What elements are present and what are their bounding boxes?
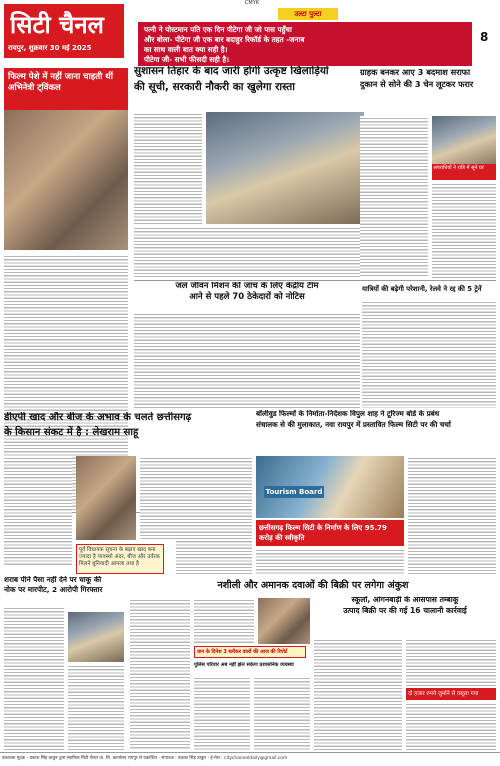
schools-body-a bbox=[314, 638, 402, 750]
sharab-headline-line1: शराब पीने पैसा नहीं देने पर चाकू की bbox=[4, 576, 102, 584]
schools-photo-caption: दो हजार रुपये जुर्माने से वसूला गया bbox=[406, 688, 496, 700]
dap-body-left bbox=[4, 456, 72, 566]
joke-line: का साथ वाली बात क्या सही है। bbox=[144, 45, 228, 54]
bollywood-photo-banner: Tourism Board bbox=[265, 488, 323, 496]
jal-jeevan-body bbox=[134, 312, 360, 408]
joke-box bbox=[138, 22, 472, 66]
drugs-body-c bbox=[194, 676, 250, 750]
dap-portrait bbox=[76, 456, 136, 540]
drugs-inset-caption: पुलिस परिवार अब नहीं झेल सकेगा प्रशासनिक व्यवस्था bbox=[194, 662, 294, 668]
dap-headline bbox=[4, 412, 254, 452]
jal-jeevan-line1: जल जीवन मिशन की जांच के लिए केंद्रीय टीम bbox=[175, 282, 319, 291]
joke-line: पत्नी ने पोस्टमान पति एक दिन पीटेगा जी जो पास पहुँचा bbox=[144, 25, 292, 34]
top-tag: उल्टा पुल्टा bbox=[278, 8, 338, 20]
schools-body-c bbox=[406, 702, 496, 750]
cm-leader-box: धान के दिनेश 3 ब्लॉकर वालों की आज की रिपोर्ट bbox=[194, 646, 306, 658]
bollywood-headline-line2: संचालक से की मुलाकात, नवा रायपुर में प्रस्तावित फिल्म सिटी पर की चर्चा bbox=[256, 419, 451, 429]
sharab-headline-line2: नोक पर मारपीट, 2 आरोपी गिरफ्तार bbox=[4, 585, 103, 595]
jewellery-photo-caption: अपराधियों ने रात्रि में सूने घर bbox=[432, 164, 496, 180]
jal-jeevan-headline bbox=[134, 282, 360, 310]
jewellery-headline bbox=[360, 68, 496, 114]
drugs-body-a bbox=[130, 598, 190, 750]
sushasan-headline-line1: सुशासन तिहार के बाद जारी होगी उत्कृष्ट खिलाड़ियों bbox=[134, 66, 329, 77]
dap-headline-line1: डीएपी खाद और बीज के अभाव के चलते छत्तीसगढ़ bbox=[4, 412, 192, 423]
flag-label: CMYK bbox=[244, 0, 260, 6]
railway-headline: यात्रियों की बढ़ेगी परेशानी, रेलवे ने रद्द की 5 ट्रेनें bbox=[362, 285, 482, 293]
jewellery-body-b bbox=[432, 182, 496, 278]
page-number: 8 bbox=[480, 30, 489, 44]
sushasan-body-left bbox=[134, 112, 202, 224]
sharab-body-b bbox=[68, 664, 124, 750]
twinkle-title: फिल्म पेशे में नहीं जाना चाहती थीं अभिनेत्री ट्विंकल bbox=[8, 72, 113, 93]
sharab-headline bbox=[4, 576, 124, 604]
masthead-brand: सिटी चैनल bbox=[10, 10, 104, 39]
joke-line: पीटेगा जी- सभी फीसदी सही है। bbox=[144, 55, 229, 64]
schools-headline-line1: स्कूलों, आंगनबाड़ी के आसपास तम्बाकू bbox=[351, 596, 459, 604]
drugs-photo bbox=[258, 598, 310, 644]
bollywood-headline-line1: बॉलीवुड फिल्मों के निर्माता-निर्देशक विपुल शाह ने टूरिज्म बोर्ड के प्रबंध bbox=[256, 410, 440, 418]
drugs-body-d bbox=[254, 676, 310, 750]
drugs-body-b bbox=[194, 598, 254, 644]
dap-quote: पूर्व विधायक सूचना के बढ़ाए खाद बना ज्यादा है व्यवस्थो अंदर, बीज और उर्वरक मिलने बुनियादी आपला तथा है bbox=[76, 544, 164, 574]
jewellery-photo bbox=[432, 116, 496, 170]
footer-text: प्रकाशक मुद्रक - प्रकाश सिंह ठाकुर द्वारा स्वामित्व सिटी चैनल प्रा. लि. कार्यालय रायपुर से प्रकाशित - संपादक : प्रकाश सिंह ठाकुर - ई-मेल : citychanneldaily@gmail.com bbox=[2, 756, 288, 761]
jewellery-headline-line2: दुकान से सोने की 3 चेन लूटकर फरार bbox=[360, 79, 474, 90]
dap-headline-line2: के किसान संकट में है : लेखराम साहू bbox=[4, 427, 139, 438]
bollywood-body-right bbox=[408, 456, 496, 574]
schools-headline bbox=[314, 596, 496, 636]
sushasan-photo bbox=[206, 112, 364, 224]
divider bbox=[134, 280, 496, 281]
jewellery-body-a bbox=[360, 116, 428, 278]
sushasan-headline bbox=[134, 66, 364, 110]
railway-body bbox=[362, 300, 496, 408]
sharab-body-a bbox=[4, 606, 64, 750]
schools-headline-line2: उत्पाद बिक्री पर की गई 16 चालानी कार्रवाई bbox=[343, 606, 467, 616]
sharab-photo bbox=[68, 612, 124, 662]
bollywood-headline bbox=[256, 410, 496, 454]
jewellery-headline-line1: ग्राहक बनकर आए 3 बदमाश सराफा bbox=[360, 68, 471, 77]
masthead-dateline: रायपुर, शुक्रवार 30 मई 2025 bbox=[8, 44, 92, 52]
footer-rule bbox=[0, 752, 500, 753]
twinkle-photo bbox=[4, 110, 128, 250]
bollywood-body-middle bbox=[256, 548, 404, 574]
drugs-headline: नशीली और अमानक दवाओं की बिक्री पर लगेगा अंकुश bbox=[217, 580, 409, 591]
jal-jeevan-line2: आने से पहले 70 ठेकेदारों को नोटिस bbox=[189, 292, 305, 303]
sushasan-body-bottom bbox=[134, 226, 364, 278]
schools-body-b bbox=[406, 638, 496, 686]
bollywood-body-left bbox=[176, 456, 252, 574]
twinkle-title-box bbox=[4, 68, 128, 110]
sushasan-headline-line2: की सूची, सरकारी नौकरी का खुलेगा रास्ता bbox=[134, 80, 295, 93]
bollywood-callout: छत्तीसगढ़ फिल्म सिटी के निर्माण के लिए 95.79 करोड़ की स्वीकृति bbox=[256, 520, 404, 546]
joke-line: और बोला- पीटेगा जी एक बार बदाहुर रिकॉर्ड के तहत -जनाब bbox=[144, 35, 305, 44]
